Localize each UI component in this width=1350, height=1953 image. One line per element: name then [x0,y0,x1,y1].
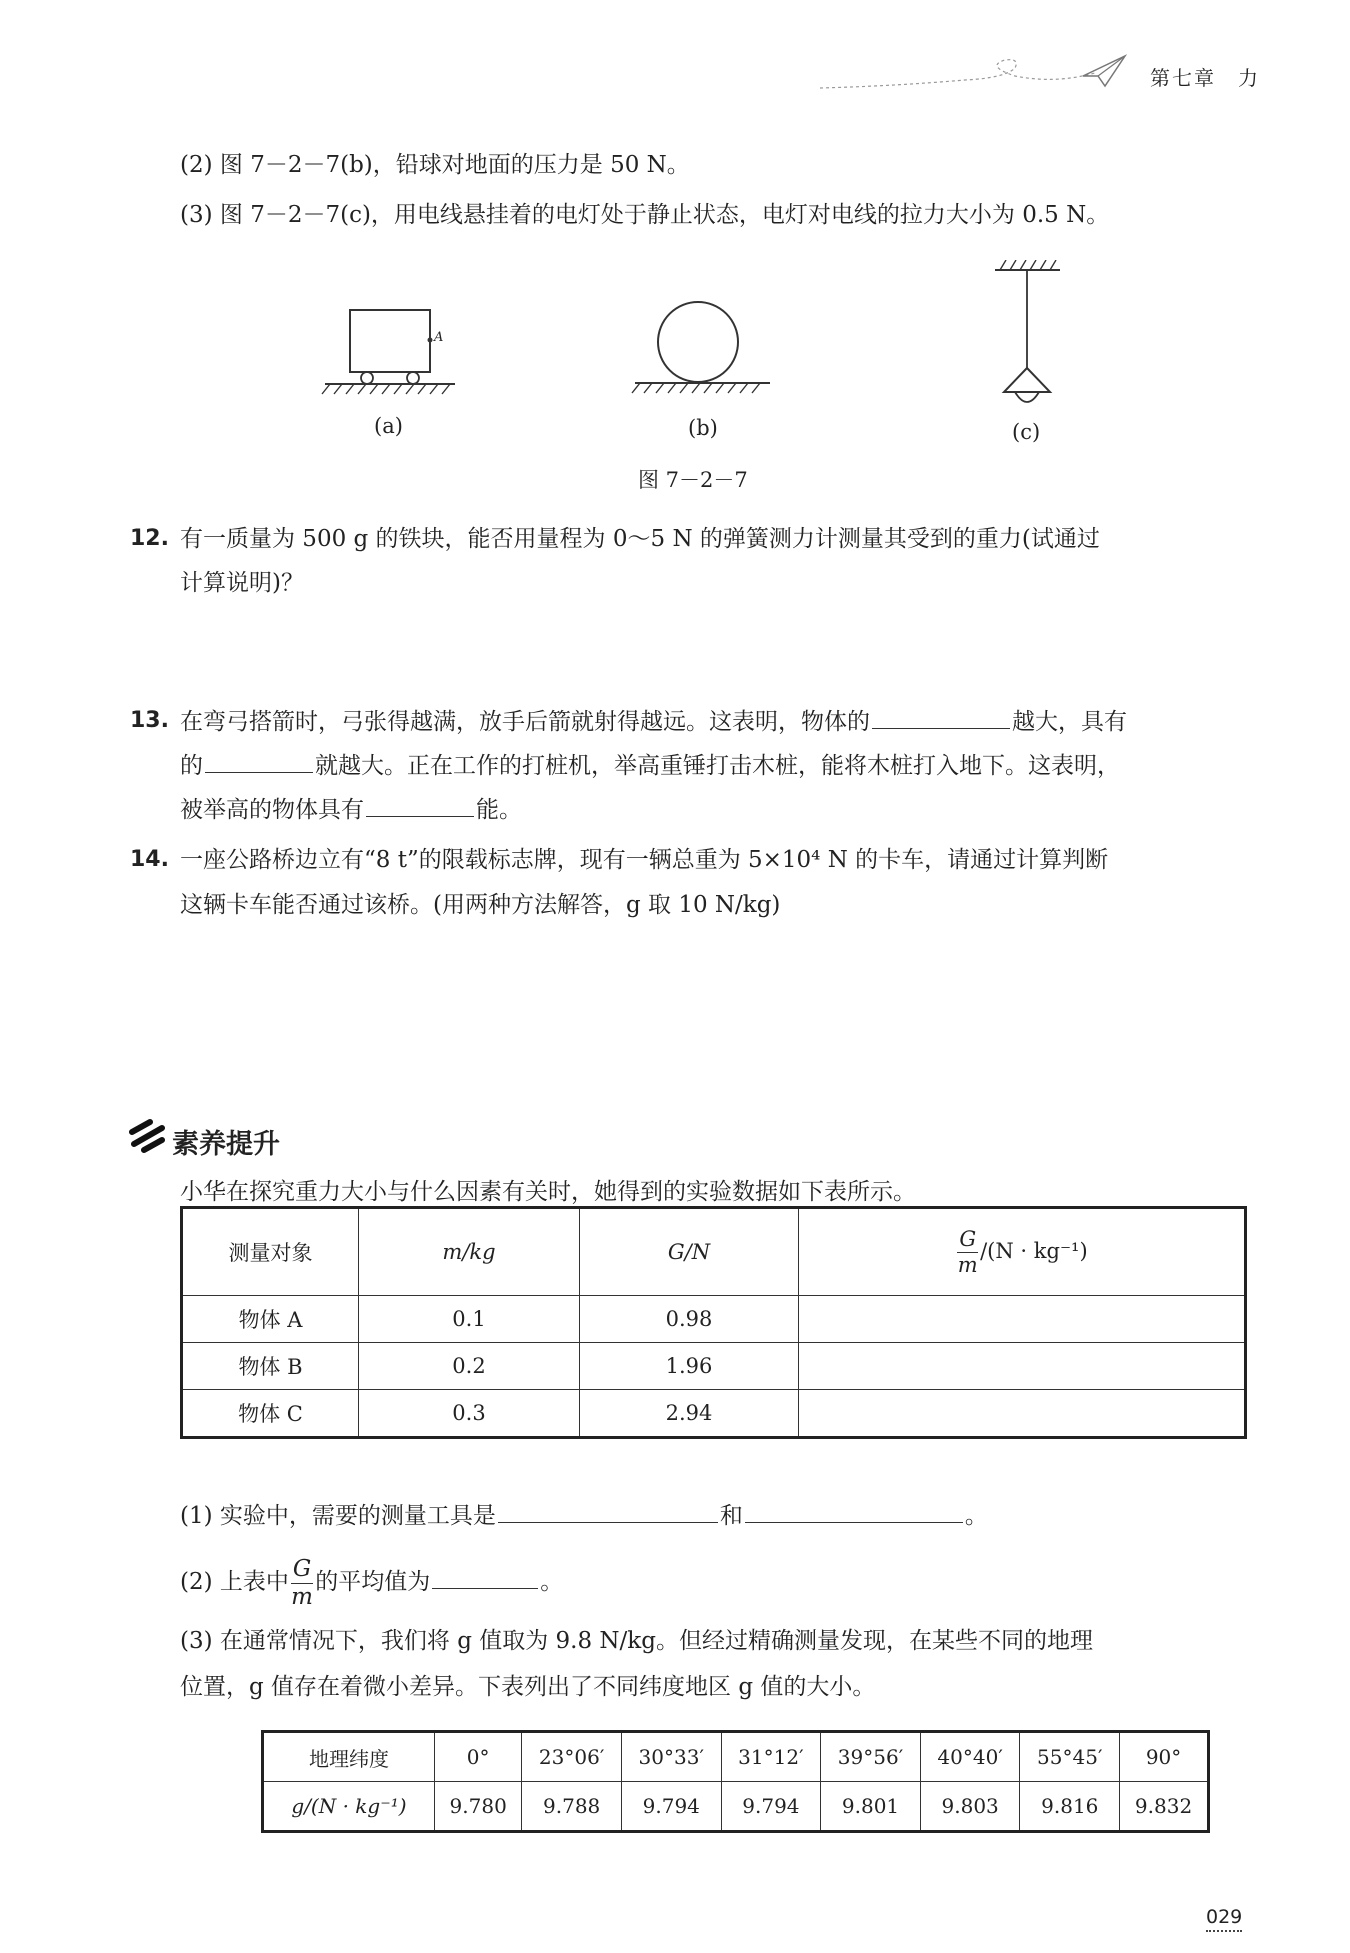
question-14-number: 14. [130,847,169,872]
g-value-row: g/(N · kg⁻¹) 9.780 9.788 9.794 9.794 9.801 9.803 9.816 9.832 [263,1782,1209,1832]
sub-question-3-line-2: 位置，g 值存在着微小差异。下表列出了不同纬度地区 g 值的大小。 [180,1674,876,1700]
answer-blank-5[interactable] [745,1500,963,1523]
figure-label-b: (b) [688,416,718,440]
answer-cell[interactable] [799,1296,1246,1343]
table-row: 物体 C 0.3 2.94 [182,1390,1246,1438]
page-number: 029 [1206,1906,1242,1932]
answer-blank-3[interactable] [366,794,474,817]
question-12-line-2: 计算说明)？ [180,570,304,596]
sub-question-2: (2) 上表中 $\frac{G}{m}$ 的平均值为 。 [180,1555,564,1610]
question-13-number: 13. [130,708,169,733]
experiment-data-table [180,1206,1247,1439]
header-weight: G/N [580,1208,799,1296]
figure-label-a: (a) [374,414,403,438]
ball-diagram [632,302,770,393]
question-12-number: 12. [130,526,169,551]
section-intro: 小华在探究重力大小与什么因素有关时，她得到的实验数据如下表所示。 [180,1179,916,1205]
sub-question-1: (1) 实验中，需要的测量工具是 和 。 [180,1500,988,1531]
cart-diagram [322,310,455,394]
answer-blank-4[interactable] [498,1500,718,1523]
statement-3: (3) 图 7－2－7(c)，用电线悬挂着的电灯处于静止状态，电灯对电线的拉力大小为 0.5 N。 [180,202,1110,228]
point-a-label: A [434,330,444,345]
question-13-line-3: 被举高的物体具有 能。 [180,794,522,825]
answer-cell[interactable] [799,1343,1246,1390]
figure-caption: 图 7－2－7 [638,468,748,492]
latitude-row: 地理纬度 0° 23°06′ 30°33′ 31°12′ 39°56′ 40°40′ 55°45′ 90° [263,1732,1209,1782]
statement-2: (2) 图 7－2－7(b)，铅球对地面的压力是 50 N。 [180,152,690,178]
g-row-header: g/(N · kg⁻¹) [263,1782,435,1832]
figure-label-c: (c) [1012,420,1041,444]
answer-cell[interactable] [799,1390,1246,1438]
ratio-fraction-inline: $\frac{G}{m}$ [291,1555,313,1610]
section-title: 素养提升 [172,1129,280,1160]
paper-plane-decoration [815,48,1135,98]
question-12-line-1: 有一质量为 500 g 的铁块，能否用量程为 0～5 N 的弹簧测力计测量其受到的重力(试通过 [180,526,1100,552]
header-object: 测量对象 [182,1208,359,1296]
header-ratio: $\frac{G}{m}$ /(N · kg⁻¹) [799,1208,1246,1296]
ratio-fraction: $\frac{G}{m}$ [957,1226,978,1277]
header-mass: m/kg [359,1208,580,1296]
section-marker-icon [128,1118,168,1154]
table-row: 物体 A 0.1 0.98 [182,1296,1246,1343]
latitude-row-header: 地理纬度 [263,1732,435,1782]
latitude-g-table [261,1730,1210,1833]
question-13-line-1: 在弯弓搭箭时，弓张得越满，放手后箭就射得越远。这表明，物体的 越大，具有 [180,706,1127,737]
question-13-line-2: 的 就越大。正在工作的打桩机，举高重锤打击木桩，能将木桩打入地下。这表明， [180,750,1120,781]
sub-question-3-line-1: (3) 在通常情况下，我们将 g 值取为 9.8 N/kg。但经过精确测量发现，在某些不同的地理 [180,1628,1093,1654]
table-header-row [182,1208,1246,1296]
lamp-diagram [995,260,1060,402]
chapter-header: 第七章 力 [1150,66,1260,90]
answer-blank-2[interactable] [205,750,313,773]
question-14-line-1: 一座公路桥边立有“8 t”的限载标志牌，现有一辆总重为 5×10⁴ N 的卡车，请通过计算判断 [180,847,1109,873]
table-row: 物体 B 0.2 1.96 [182,1343,1246,1390]
answer-blank-6[interactable] [432,1566,538,1589]
answer-blank-1[interactable] [872,706,1010,729]
question-14-line-2: 这辆卡车能否通过该桥。(用两种方法解答，g 取 10 N/kg) [180,892,781,918]
